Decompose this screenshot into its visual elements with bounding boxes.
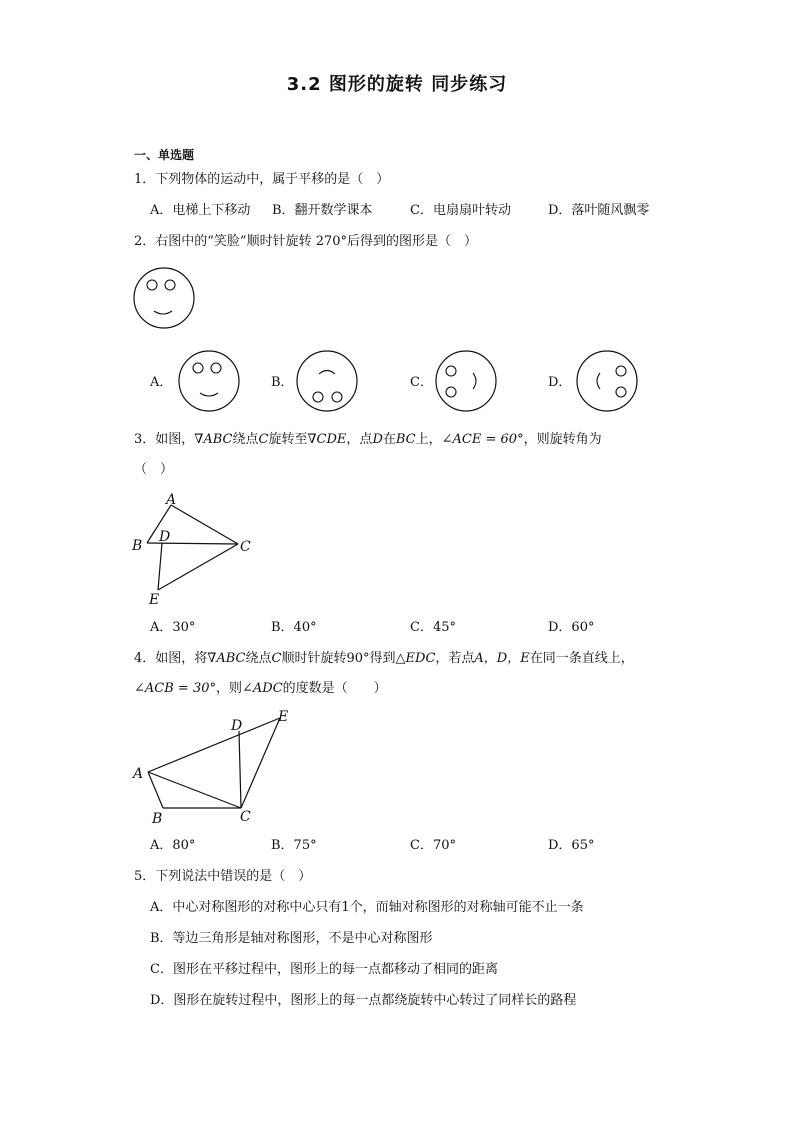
q2-option-c-face <box>435 351 499 413</box>
q4-option-b: B．75° <box>271 838 317 853</box>
q2-option-d: D． <box>548 375 572 390</box>
q1-option-a: A．电梯上下移动 <box>150 203 251 218</box>
q2-option-a-face <box>178 351 242 413</box>
q3-label-a: A <box>166 492 177 508</box>
q3-option-a: A．30° <box>150 620 196 635</box>
q4-stem-line2: ∠ACB = 30°，则∠ADC的度数是（ ） <box>134 681 387 696</box>
q3-stem-line2: （ ） <box>134 462 174 477</box>
q1-stem: 1．下列物体的运动中，属于平移的是（ ） <box>134 172 390 187</box>
q1-option-d: D．落叶随风飘零 <box>548 203 650 218</box>
q3-option-d: D．60° <box>548 620 595 635</box>
q2-option-a: A． <box>150 375 173 390</box>
q3-option-c: C．45° <box>410 620 456 635</box>
q4-label-e: E <box>278 709 289 725</box>
q1-option-b: B．翻开数学课本 <box>272 203 373 218</box>
q2-option-b: B． <box>271 375 294 390</box>
q2-option-b-face <box>296 351 360 413</box>
q5-option-c: C．图形在平移过程中，图形上的每一点都移动了相同的距离 <box>150 962 498 977</box>
q4-option-a: A．80° <box>150 838 196 853</box>
q1-option-c: C．电扇扇叶转动 <box>410 203 511 218</box>
q2-option-d-face <box>576 351 640 413</box>
q4-option-d: D．65° <box>548 838 595 853</box>
q3-label-d: D <box>159 529 171 545</box>
q4-rotation-figure <box>128 705 308 830</box>
q4-label-a: A <box>133 766 144 782</box>
q4-label-c: C <box>240 809 251 825</box>
smiley-face-figure <box>132 267 198 331</box>
q4-label-d: D <box>231 718 243 734</box>
q3-stem: 3．如图，∇ABC绕点C旋转至∇CDE，点D在BC上，∠ACE = 60°，则旋转角为 <box>134 432 602 447</box>
page-title: 3.2 图形的旋转 同步练习 <box>286 74 508 95</box>
q5-option-b: B．等边三角形是轴对称图形，不是中心对称图形 <box>150 931 433 946</box>
q3-triangle-figure <box>128 488 268 608</box>
section-heading: 一、单选题 <box>134 148 195 162</box>
q3-option-b: B．40° <box>271 620 317 635</box>
q2-stem: 2．右图中的“笑脸”顺时针旋转 270°后得到的图形是（ ） <box>134 234 478 249</box>
q4-label-b: B <box>152 811 163 827</box>
q3-label-c: C <box>240 539 251 555</box>
q2-option-c: C． <box>410 375 433 390</box>
q5-option-a: A．中心对称图形的对称中心只有1个，而轴对称图形的对称轴可能不止一条 <box>150 900 584 915</box>
q4-option-c: C．70° <box>410 838 456 853</box>
q5-option-d: D．图形在旋转过程中，图形上的每一点都绕旋转中心转过了同样长的路程 <box>150 993 577 1008</box>
q3-label-e: E <box>149 592 160 608</box>
q3-label-b: B <box>132 538 143 554</box>
q4-stem: 4．如图，将∇ABC绕点C顺时针旋转90°得到△EDC，若点A，D，E在同一条直线上， <box>134 651 634 666</box>
q5-stem: 5．下列说法中错误的是（ ） <box>134 869 312 884</box>
